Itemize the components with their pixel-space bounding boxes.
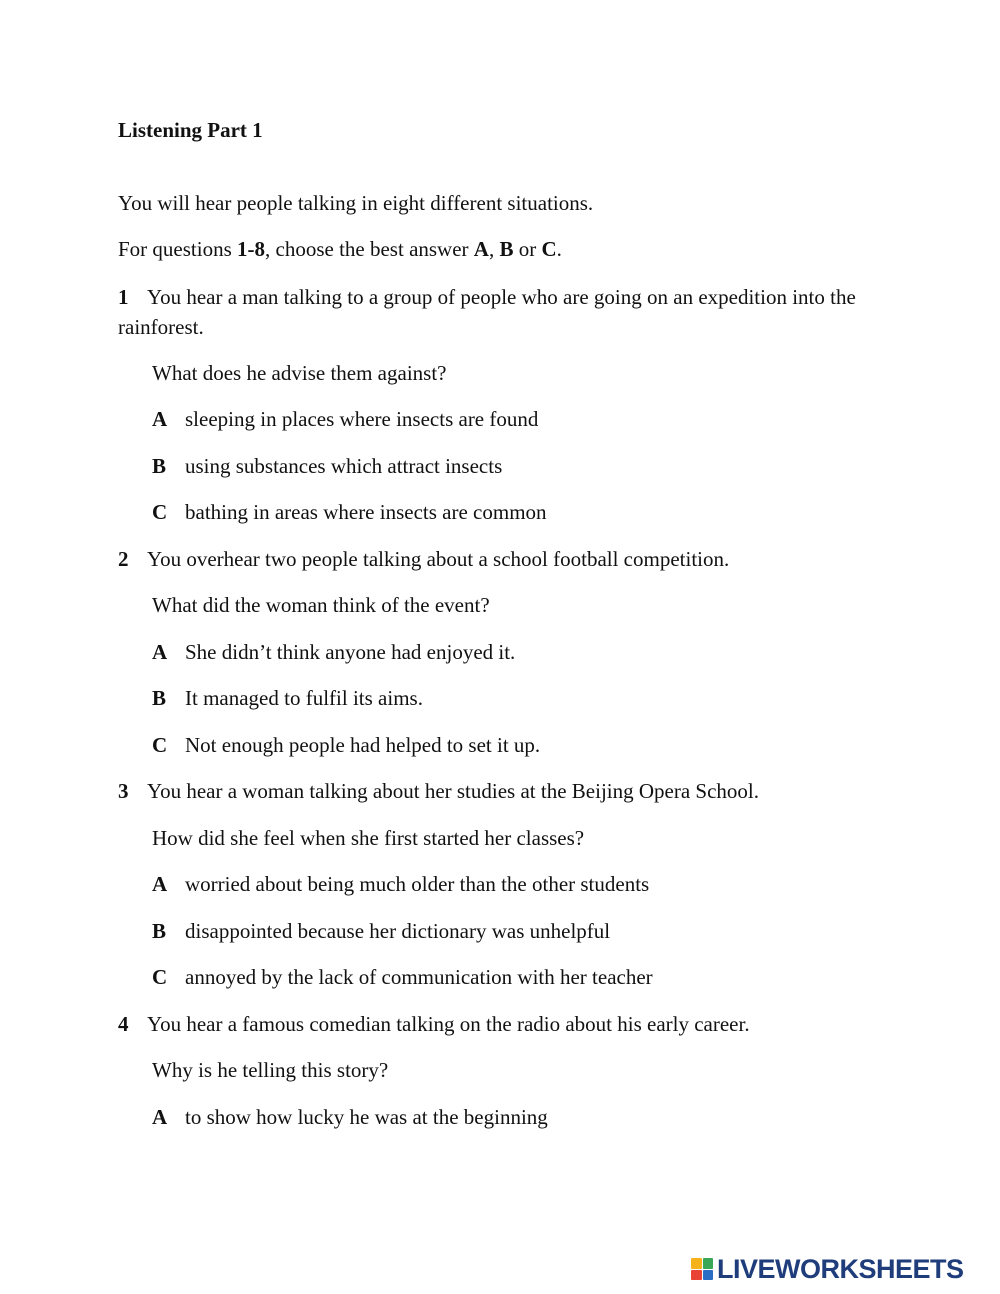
question-2-prompt: What did the woman think of the event? [152, 593, 490, 617]
option-text: disappointed because her dictionary was unhelpful [185, 919, 611, 943]
question-1-option-c[interactable] [152, 498, 547, 527]
option-text: Not enough people had helped to set it up. [185, 733, 541, 757]
option-letter: B [152, 919, 167, 943]
logo-tile [703, 1258, 714, 1269]
question-2-context: 2 You overhear two people talking about a school football competition. [118, 545, 729, 574]
logo-text: LIVEWORKSHEETS [717, 1253, 964, 1284]
question-1-option-b[interactable] [152, 452, 502, 481]
option-letter: B [152, 454, 167, 478]
question-2-option-a[interactable] [152, 638, 515, 667]
question-2-option-c[interactable] [152, 731, 540, 760]
question-4-prompt: Why is he telling this story? [152, 1058, 389, 1082]
question-3-option-b[interactable] [152, 917, 610, 946]
option-letter: A [152, 640, 168, 664]
question-3-context: 3 You hear a woman talking about her studies at the Beijing Opera School. [118, 777, 759, 806]
logo-tile [703, 1270, 714, 1281]
question-3-prompt: How did she feel when she first started her classes? [152, 826, 585, 850]
question-4-context: 4 You hear a famous comedian talking on the radio about his early career. [118, 1010, 750, 1039]
option-letter: C [152, 733, 168, 757]
question-1-context: 1 You hear a man talking to a group of people who are going on an expedition into the rainforest. [118, 282, 878, 342]
question-number: 3 [118, 779, 129, 803]
option-text: bathing in areas where insects are common [185, 500, 547, 524]
option-letter: A [152, 872, 168, 896]
liveworksheets-logo [691, 1254, 964, 1284]
question-3-option-c[interactable] [152, 963, 653, 992]
logo-tile [691, 1258, 702, 1269]
option-text: It managed to fulfil its aims. [185, 686, 423, 710]
option-text: sleeping in places where insects are found [185, 407, 539, 431]
question-4-option-a[interactable] [152, 1103, 548, 1132]
question-number: 1 [118, 285, 129, 309]
option-text: worried about being much older than the other students [185, 872, 650, 896]
page-title: Listening Part 1 [118, 118, 263, 142]
question-2-option-b[interactable] [152, 684, 423, 713]
option-letter: C [152, 500, 168, 524]
question-3-option-a[interactable] [152, 870, 649, 899]
logo-tile [691, 1270, 702, 1281]
question-number: 4 [118, 1012, 129, 1036]
intro-line-1: You will hear people talking in eight different situations. [118, 191, 594, 215]
question-1-prompt: What does he advise them against? [152, 361, 447, 385]
option-text: annoyed by the lack of communication with her teacher [185, 965, 653, 989]
intro-line-2: For questions 1-8, choose the best answer A, B or C. [118, 237, 562, 261]
option-letter: A [152, 1105, 168, 1129]
option-text: She didn’t think anyone had enjoyed it. [185, 640, 516, 664]
question-number: 2 [118, 547, 129, 571]
option-letter: A [152, 407, 168, 431]
question-1-option-a[interactable] [152, 405, 538, 434]
option-letter: B [152, 686, 167, 710]
option-letter: C [152, 965, 168, 989]
option-text: to show how lucky he was at the beginning [185, 1105, 548, 1129]
option-text: using substances which attract insects [185, 454, 503, 478]
logo-mark-icon [691, 1258, 713, 1280]
